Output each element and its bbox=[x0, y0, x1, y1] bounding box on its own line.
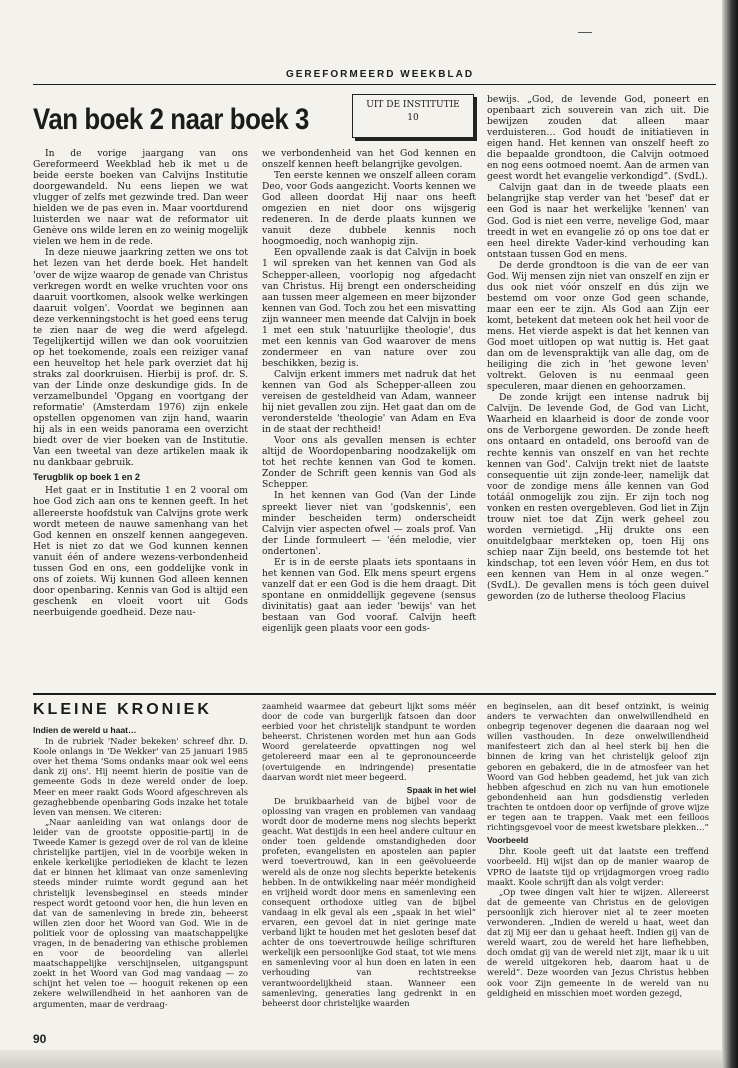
paragraph: In de vorige jaargang van ons Gereformeerd Weekblad heb ik met u de beide eerste boeken van Calvijns Institutie doorgewandeld. Nu eens liepen we wat vlugger of zelfs met gezwinde tred. Dan weer hielden we de pas even in. Maar voortdurend luisterden we naar wat de reformator uit Genève ons wilde leren en zo weinig mogelijk vielen we hem in de rede. bbox=[33, 148, 248, 248]
paragraph: Er is in de eerste plaats iets spontaans in het kennen van God. Elk mens speurt ergens vanzelf dat er een God is die hem draagt. Dit spontane en onmiddellijk gegevene (sensus divinitatis) gaat aan ieder 'bewijs' van het bestaan van God vooraf. Calvijn heeft eigenlijk geen plaats voor een gods- bbox=[262, 556, 476, 635]
scan-edge-bottom bbox=[0, 1050, 738, 1068]
paragraph: In de rubriek 'Nader bekeken' schreef dhr. D. Koole onlangs in 'De Wekker' van 25 januari 1985 over het thema 'Soms ondanks maar ook wel eens dank zij ons'. Hij neemt hierin de positie van de gemeente Gods in deze wereld onder de loep. Meer en meer raakt Gods Woord afgeschreven als gezaghebbende openbaring Gods inzake het totale leven van mensen. We citeren: bbox=[33, 736, 248, 817]
kroniek-column-1 bbox=[33, 722, 248, 1020]
article-title: Van boek 2 naar boek 3 bbox=[33, 103, 309, 136]
series-label: UIT DE INSTITUTIE bbox=[366, 100, 460, 110]
kroniek-column-2 bbox=[262, 701, 476, 1020]
paragraph: In deze nieuwe jaarkring zetten we ons tot het lezen van het derde boek. Het handelt 'over de wijze waarop de genade van Christus verkregen wordt en welke vruchten voor ons daaruit voortkomen, alsook welke werkingen daaruit volgen'. Voordat we beginnen aan deze verkenningstocht is het goed eens terug te zien naar de weg die werd afgelegd. Tegelijkertijd willen we dan ook vooruitzien op het toekomende, zoals een reiziger vanaf een heuveltop het hele park overziet dat hij straks zal doorkruisen. Hierbij is prof. dr. S. van der Linde onze deskundige gids. In de verzamelbundel 'Opgang en voortgang der reformatie' (Amsterdam 1976) zijn enkele opstellen opgenomen van zijn hand, waarin hij als in een weids panorama een overzicht biedt over de vier boeken van de Institutie. Van een tweetal van deze artikelen maak ik nu dankbaar gebruik. bbox=[33, 247, 248, 469]
article-column-1 bbox=[33, 148, 248, 689]
paragraph: Een opvallende zaak is dat Calvijn in boek 1 wil spreken van het kennen van God als Schepper-alleen, voorlopig nog afgedacht van Christus. Hij brengt een onderscheiding aan tussen meer algemeen en meer bijzonder kennen van God. Toch zou het een misvatting zijn wanneer men meende dat Calvijn in boek 1 met een stuk 'natuurlijke theologie', dus met een kennis van God waarover de mens zondermeer en van nature over zou beschikken, bezig is. bbox=[262, 247, 476, 369]
section-heading: Indien de wereld u haat… bbox=[33, 725, 137, 735]
corner-mark bbox=[578, 32, 592, 33]
publication-header: GEREFORMEERD WEEKBLAD bbox=[285, 69, 475, 80]
paragraph: De bruikbaarheid van de bijbel voor de oplossing van vragen en problemen van vandaag wordt door de moderne mens nog slechts beperkt geacht. Wat destijds in een heel andere cultuur en onder toen geldende omstandigheden door profeten, evangelisten en apostelen aan papier werd toevertrouwd, kan in een geëvolueerde wereld als de onze nog slechts beperkte betekenis hebben. In de ontwikkeling naar méér mondigheid en vrijheid wordt door mens en samenleving een consequent orthodoxe uitleg van de bijbel vandaag in elk geval als een „spaak in het wiel” ervaren, een gevoel dat in niet geringe mate verband lijkt te houden met het gesloten besef dat achter de ons toevertrouwde heilige schrifturen werkelijk een persoonlijke God staat, tot wie mens en samenleving voor al hun doen en laten in een verhouding van rechtstreekse verantwoordelijkheid staan. Wanneer een samenleving, generaties lang gedrenkt in en beheerst door christelijke waarden bbox=[262, 795, 476, 1008]
paragraph: Calvijn gaat dan in de tweede plaats een belangrijke stap verder van het 'besef' dat er een God is naar het werkelijke 'kennen' van God. God is niet een verre, nevelige God, maar treedt in wet en evangelie zó op ons toe dat er een heel direkte Vader-kind verhouding kan ontstaan tussen God en mens. bbox=[487, 182, 709, 260]
paragraph: „Op twee dingen valt hier te wijzen. Allereerst dat de gemeente van Christus en de gelovigen persoonlijk zich hierover niet al te zeer moeten verwonderen. „Indien de wereld u haat, weet dan dat zij Mij eer dan u gehaat heeft. Indien gij van de wereld waart, zou de wereld het hare liefhebben, doch omdat gij van de wereld niet zijt, maar ik u uit de wereld uitgekoren heb, daarom haat u de wereld”. Deze woorden van Jezus Christus hebben ook voor Zijn gemeente in de wereld van nu geldigheid en misschien moet worden gezegd, bbox=[487, 886, 709, 998]
paragraph: zaamheid waarmee dat gebeurt lijkt soms méér door de code van burgerlijk fatsoen dan door eerbied voor het christelijk standpunt te worden beheerst. Christenen worden met hun aan Gods Woord gerelateerde opvattingen nog wel getolereerd maar een al te gepronounceerde (overtuigende en indringende) presentatie daarvan wordt niet meer begeerd. bbox=[262, 701, 476, 782]
page-number: 90 bbox=[33, 1032, 47, 1046]
section-rule bbox=[33, 693, 716, 695]
paragraph: De zonde krijgt een intense nadruk bij Calvijn. De levende God, de God van Licht, Waarheid en klaarheid is door de zonde voor ons de Verborgene geworden. De zonde heeft ons ontaard en ontadeld, ons beroofd van de rechte kennis van onszelf en van het rechte kennen van God'. Calvijn trekt niet de laatste consequentie uit zijn zonde-leer, namelijk dat voor de zondige mens álle kennen van God totáál onmogelijk zou zijn. Er zijn toch nog vonken en resten overgebleven. God liet in Zijn trouw niet toe dat Zijn werk geheel zou worden vernietigd. „Hij drukte ons een onuitdelgbaar merkteken op, toen Hij ons schiep naar Zijn beeld, ons bestemde tot het kindschap, tot een leven vóór Hem, en dus tot een kennen van Hem in al onze wegen.” (SvdL). De gevallen mens is tóch geen duivel geworden (zo de lutherse theoloog Flacius bbox=[487, 392, 709, 603]
paragraph: Voor ons als gevallen mensen is echter altijd de Woordopenbaring noodzakelijk om tot het rechte kennen van God te komen. Zonder de Schrift geen kennis van God als Schepper. bbox=[262, 435, 476, 491]
header-rule bbox=[33, 84, 716, 85]
series-box bbox=[352, 94, 474, 138]
section-heading: Spaak in het wiel bbox=[406, 784, 476, 795]
section-heading: Voorbeeld bbox=[487, 835, 529, 846]
article-column-3 bbox=[487, 94, 709, 689]
paragraph: „Naar aanleiding van wat onlangs door de leider van de grootste oppositie-partij in de Tweede Kamer is gezegd over de rol van de kleine christelijke partijen, viel in de voorbije weken in enkele kerkelijke periodieken de klacht te lezen dat er binnen het klimaat van onze samenleving steeds minder ruimte wordt gegund aan het christelijk levensbeginsel en steeds minder respect wordt getoond voor hen, die hun leven en dat van de samenleving in brede zin, beheerst willen zien door het Woord van God. Wie in de politiek voor de oplossing van maatschappelijke vragen, in de benadering van ethische problemen en voor de beoordeling van allerlei maatschappelijke verschijnselen, uitgangspunt zoekt in het Woord van God mag vandaag — zo schijnt het velen toe — hooguit rekenen op een zekere welwillendheid in het aanhoren van de argumenten, maar de verdraag- bbox=[33, 816, 248, 1009]
paragraph: Dhr. Koole geeft uit dat laatste een treffend voorbeeld. Hij wijst dan op de manier waarop de VPRO de laatste tijd op vrijdagmorgen vroeg radio maakt. Koole schrijft dan als volgt verder: bbox=[487, 846, 709, 887]
paragraph: we verbondenheid van het God kennen en onszelf kennen heeft belangrijke gevolgen. bbox=[262, 148, 476, 171]
paragraph: Ten eerste kennen we onszelf alleen coram Deo, voor Gods aangezicht. Voorts kennen we God alleen doordat Hij naar ons heeft omgezien en niet door ons wijsgerig redeneren. In de derde plaats kunnen we vanuit deze dubbele kennis noch hoogmoedig, noch wanhopig zijn. bbox=[262, 170, 476, 248]
paragraph: In het kennen van God (Van der Linde spreekt liever niet van 'godskennis', een minder bescheiden term) onderscheidt Calvijn vier aspecten ofwel — zoals prof. Van der Linde formuleert — 'één melodie, vier ondertonen'. bbox=[262, 490, 476, 557]
kroniek-column-3 bbox=[487, 701, 709, 1020]
paragraph: Het gaat er in Institutie 1 en 2 vooral om hoe God zich aan ons te kennen geeft. In het allereerste hoofdstuk van Calvijns grote werk wordt meteen de nauwe samenhang van het God kennen en onszelf kennen aangegeven. Het is niet zo dat we God kunnen kennen vanuit één of andere wezens-verbondenheid tussen God en ons, een goddelijke vonk in ons of zoiets. Wij kunnen God alleen kennen door openbaring. Kennis van God is altijd een geschenk en vloeit voort uit Gods neerbuigende goedheid. Deze nau- bbox=[33, 485, 248, 618]
paragraph: bewijs. „God, de levende God, poneert en openbaart zich souverein van zich uit. Die bewijzen zouden dat alleen maar verduisteren… God houdt de initiatieven in eigen hand. Het kennen van onszelf heeft zo die bepaalde grondtoon, die Calvijn ootmoed en nog eens ootmoed noemt. Aan de armen van geest wordt het evangelie verkondigd”. (SvdL). bbox=[487, 94, 709, 183]
section-heading: Terugblik op boek 1 en 2 bbox=[33, 472, 141, 483]
paragraph: Calvijn erkent immers met nadruk dat het kennen van God als Schepper-alleen zou vereisen de gesteldheid van Adam, wanneer hij niet gevallen zou zijn. Het gaat dan om de veronderstelde 'theologie' van Adam en Eva in de staat der rechtheid! bbox=[262, 368, 476, 436]
series-number: 10 bbox=[407, 113, 419, 123]
article-column-2 bbox=[262, 148, 476, 689]
paragraph: en beginselen, aan dit besef ontzinkt, is weinig anders te verwachten dan onwelwillendheid en onbegrip tegenover degenen die daaraan nog wel willen vasthouden. In deze onwelwillendheid manifesteert zich dan al heel sterk bij hen die binnen de kring van het christelijk geloof zijn geboren en gebakerd, die in de atmosfeer van het Woord van God hebben geademd, het juk van zich hebben afgeschud en zich nu van hun emotionele gebondenheid aan hun godsdienstig verleden trachten te ontdoen door op verfijnde of grove wijze er tegen aan te trappen. Vaak met een feilloos richtingsgevoel voor de meest kwetsbare plekken…” bbox=[487, 701, 709, 833]
paragraph: De derde grondtoon is die van de eer van God. Wij mensen zijn niet van onszelf en zijn er dus ook niet vóór onszelf en dús zijn we bestemd om voor onze God geen schande, maar een eer te zijn. Als God aan Zijn eer komt, betekent dat meteen ook het heil voor de mens. Het vierde aspekt is dat het kennen van God moet uitlopen op wat nuttig is. Het gaat dan om de levenspraktijk van alle dag, om de heiliging die zich in 'het gewone leven' voltrekt. Geloven is nu eenmaal geen speculeren, maar dienen en gehoorzamen. bbox=[487, 259, 709, 393]
scan-edge-right bbox=[722, 0, 738, 1068]
kleine-kroniek-title: KLEINE KRONIEK bbox=[33, 701, 212, 718]
